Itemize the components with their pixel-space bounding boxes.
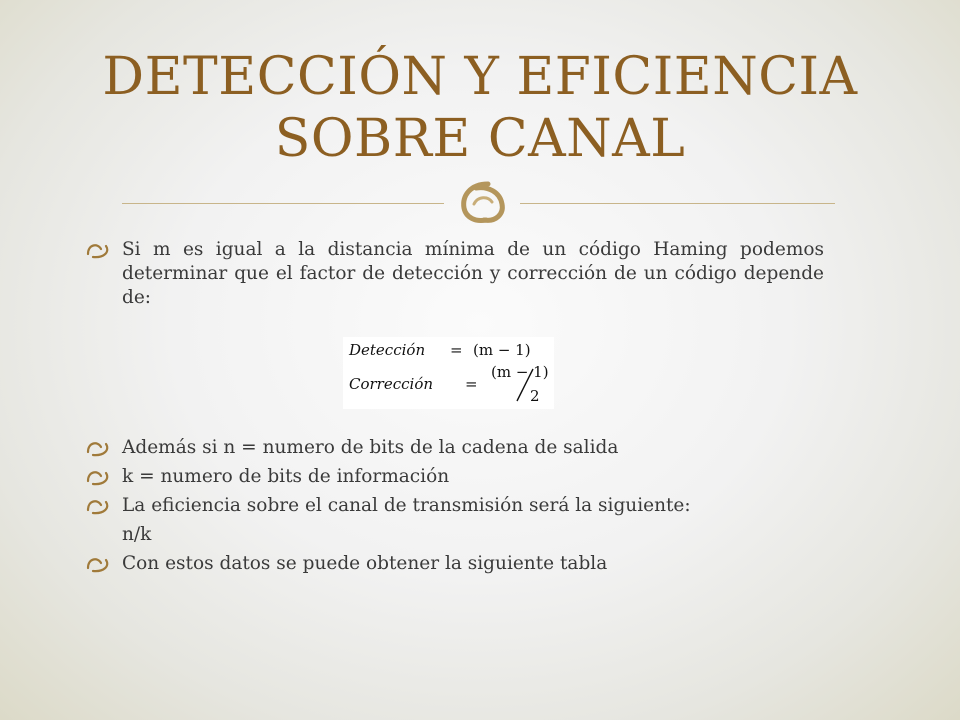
bullet-text-5: Con estos datos se puede obtener la siguiente tabla (122, 553, 608, 574)
title-line-1: DETECCIÓN Y EFICIENCIA (102, 47, 858, 107)
formula-correction-numerator: (m − 1) (491, 363, 549, 381)
ornament-icon (452, 178, 512, 226)
bullet-text-1: Si m es igual a la distancia mínima de un código Haming podemos determinar que el factor de detección y corrección de un código depende de: (122, 239, 824, 308)
formula-detection-label: Detección (349, 341, 426, 359)
curled-arrow-icon (84, 465, 114, 489)
bullet-item-3 (84, 465, 824, 489)
bullet-item-1 (84, 238, 824, 310)
bullet-text-4-continued: n/k (122, 524, 152, 545)
curled-arrow-icon (84, 552, 114, 576)
curled-arrow-icon (84, 494, 114, 518)
formula-image (343, 337, 554, 409)
formula-correction-label: Corrección (349, 375, 434, 393)
bullet-item-2 (84, 436, 824, 460)
curled-arrow-icon (84, 436, 114, 460)
curled-arrow-icon (84, 238, 114, 262)
bullet-item-5 (84, 552, 824, 576)
title-line-2: SOBRE CANAL (274, 109, 686, 169)
formula-correction-equals: = (465, 375, 478, 393)
formula-detection-expression: (m − 1) (473, 341, 531, 359)
formula-detection-equals: = (450, 341, 463, 359)
bullet-text-2: Además si n = numero de bits de la cadena de salida (122, 437, 619, 458)
bullet-item-4 (84, 494, 824, 518)
divider-left (122, 203, 444, 204)
formula-correction-denominator: 2 (530, 387, 540, 405)
slide-title (60, 46, 900, 170)
bullet-text-3: k = numero de bits de información (122, 466, 450, 487)
divider-right (520, 203, 835, 204)
bullet-text-4: La eficiencia sobre el canal de transmisión será la siguiente: (122, 495, 691, 516)
